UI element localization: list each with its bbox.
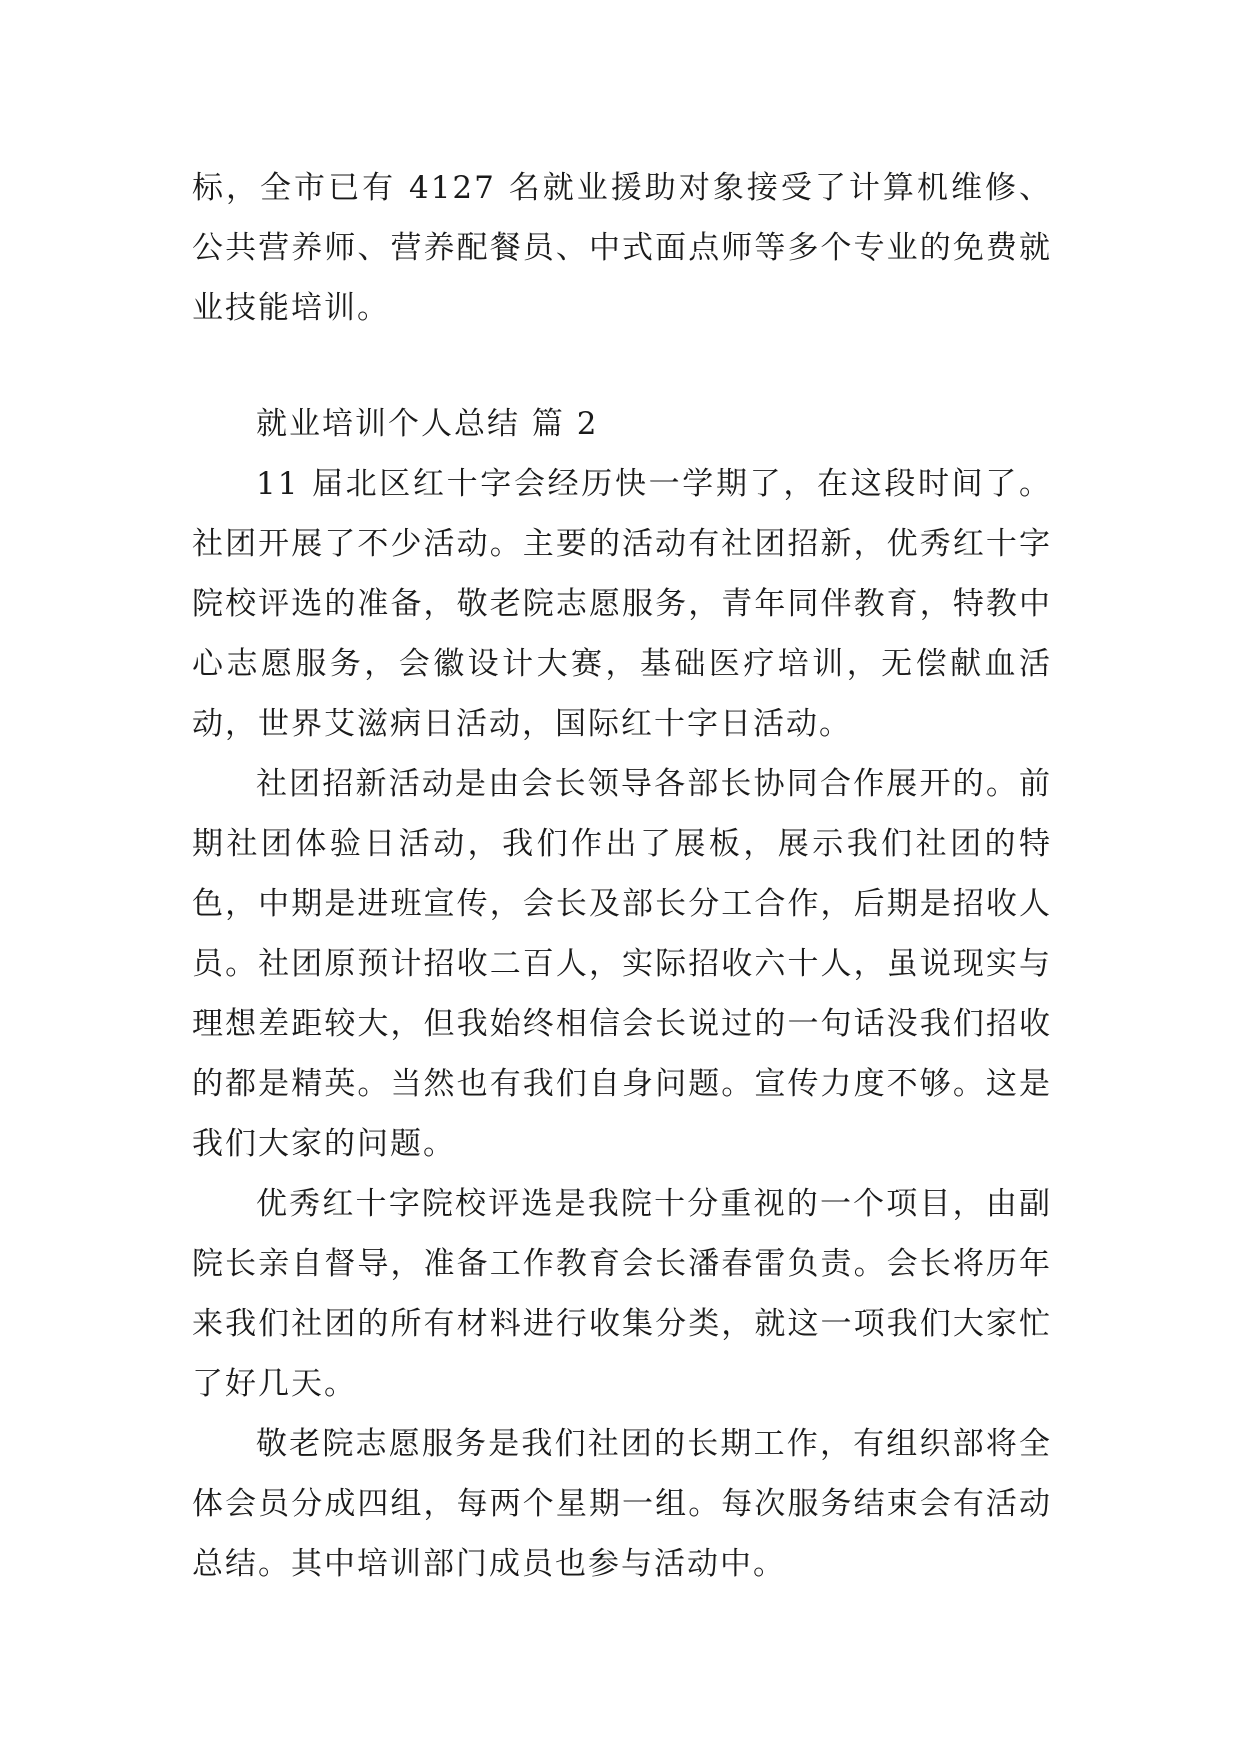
- intro-paragraph: 标，全市已有 4127 名就业援助对象接受了计算机维修、公共营养师、营养配餐员、中式面点师等多个专业的免费就业技能培训。: [192, 170, 1052, 326]
- paragraph-school-evaluation: 优秀红十字院校评选是我院十分重视的一个项目，由副院长亲自督导，准备工作教育会长潘春雷负责。会长将历年来我们社团的所有材料进行收集分类，就这一项我们大家忙了好几天。: [192, 1186, 1052, 1402]
- paragraph-red-cross-overview: 11 届北区红十字会经历快一学期了，在这段时间了。社团开展了不少活动。主要的活动有社团招新，优秀红十字院校评选的准备，敬老院志愿服务，青年同伴教育，特教中心志愿服务，会徽设计大赛，基础医疗培训，无偿献血活动，世界艾滋病日活动，国际红十字日活动。: [192, 466, 1052, 742]
- section-heading: 就业培训个人总结 篇 2: [256, 406, 599, 442]
- section-spacer: [192, 338, 1052, 394]
- document-body: [192, 158, 1052, 1594]
- paragraph-recruitment: 社团招新活动是由会长领导各部长协同合作展开的。前期社团体验日活动，我们作出了展板，展示我们社团的特色，中期是进班宣传，会长及部长分工合作，后期是招收人员。社团原预计招收二百人，实际招收六十人，虽说现实与理想差距较大，但我始终相信会长说过的一句话没我们招收的都是精英。当然也有我们自身问题。宣传力度不够。这是我们大家的问题。: [192, 766, 1052, 1162]
- paragraph-nursing-home-service: 敬老院志愿服务是我们社团的长期工作，有组织部将全体会员分成四组，每两个星期一组。每次服务结束会有活动总结。其中培训部门成员也参与活动中。: [192, 1426, 1052, 1582]
